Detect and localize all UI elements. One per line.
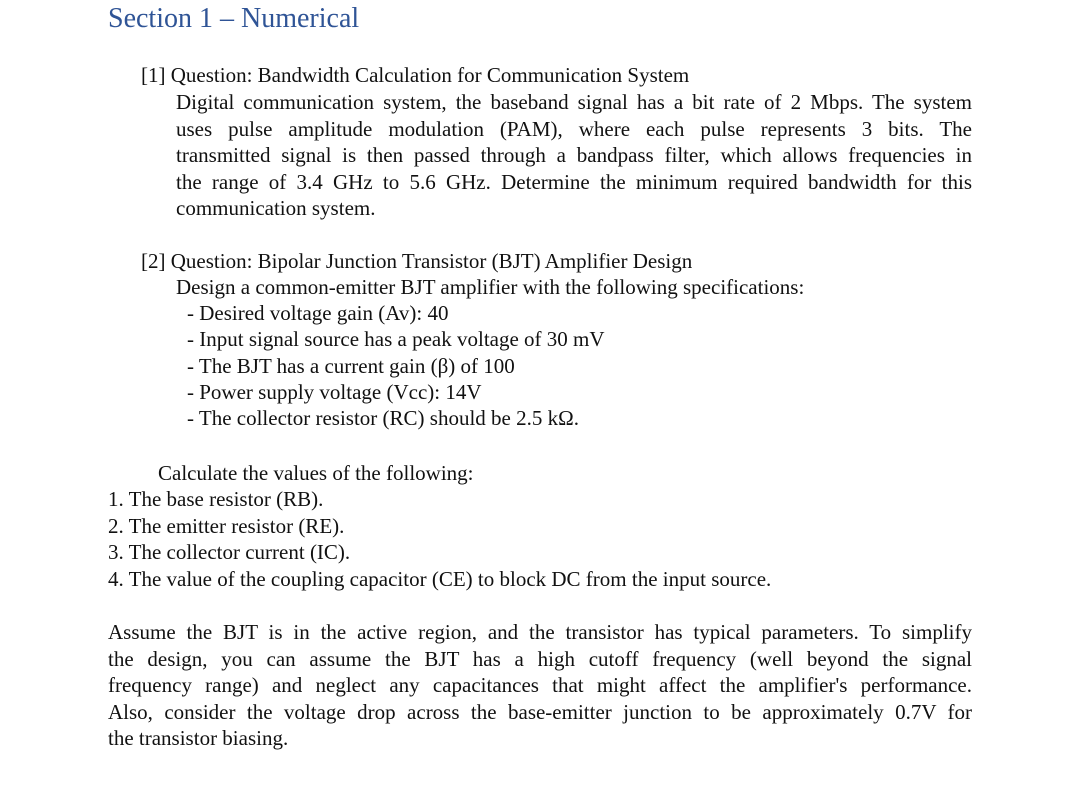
question-1-line: uses pulse amplitude modulation (PAM), where each pulse represents 3 bits. The [176,116,972,141]
question-2-intro: Design a common-emitter BJT amplifier with the following specifications: [176,275,805,299]
specification-item: - Input signal source has a peak voltage of 30 mV [187,327,605,352]
assumption-line: frequency range) and neglect any capacitances that might affect the amplifier's performance. [108,673,972,697]
question-1-body [176,89,972,222]
question-1-line: transmitted signal is then passed through a bandpass filter, which allows frequencies in [176,143,972,167]
question-1-header: [1] Question: Bandwidth Calculation for Communication System [141,63,690,87]
specification-item: - Power supply voltage (Vcc): 14V [187,379,482,404]
assumption-line: the design, you can assume the BJT has a high cutoff frequency (well beyond the signal [108,646,972,671]
calculation-list [108,486,771,592]
specification-list [187,300,605,431]
assumption-line: the transistor biasing. [108,726,289,750]
calculation-item: 2. The emitter resistor (RE). [108,513,345,538]
specification-item: - The BJT has a current gain (β) of 100 [187,353,515,378]
calculation-item: 3. The collector current (IC). [108,540,351,564]
question-2-header: [2] Question: Bipolar Junction Transistor (BJT) Amplifier Design [141,249,693,273]
assumption-line: Also, consider the voltage drop across the base-emitter junction to be approximately 0.7V for [108,699,972,724]
calculate-heading: Calculate the values of the following: [158,461,474,485]
section-title: Section 1 – Numerical [108,3,360,34]
calculation-item: 1. The base resistor (RB). [108,487,324,511]
specification-item: - The collector resistor (RC) should be 2.5 kΩ. [187,406,579,431]
calculation-item: 4. The value of the coupling capacitor (CE) to block DC from the input source. [108,566,772,591]
specification-item: - Desired voltage gain (Av): 40 [187,301,449,325]
assumptions-paragraph [108,619,972,752]
assumption-line: Assume the BJT is in the active region, and the transistor has typical parameters. To simplify [108,620,972,644]
question-1-line: Digital communication system, the baseband signal has a bit rate of 2 Mbps. The system [176,90,972,114]
question-1-line: communication system. [176,196,376,220]
question-1-line: the range of 3.4 GHz to 5.6 GHz. Determine the minimum required bandwidth for this [176,169,972,194]
